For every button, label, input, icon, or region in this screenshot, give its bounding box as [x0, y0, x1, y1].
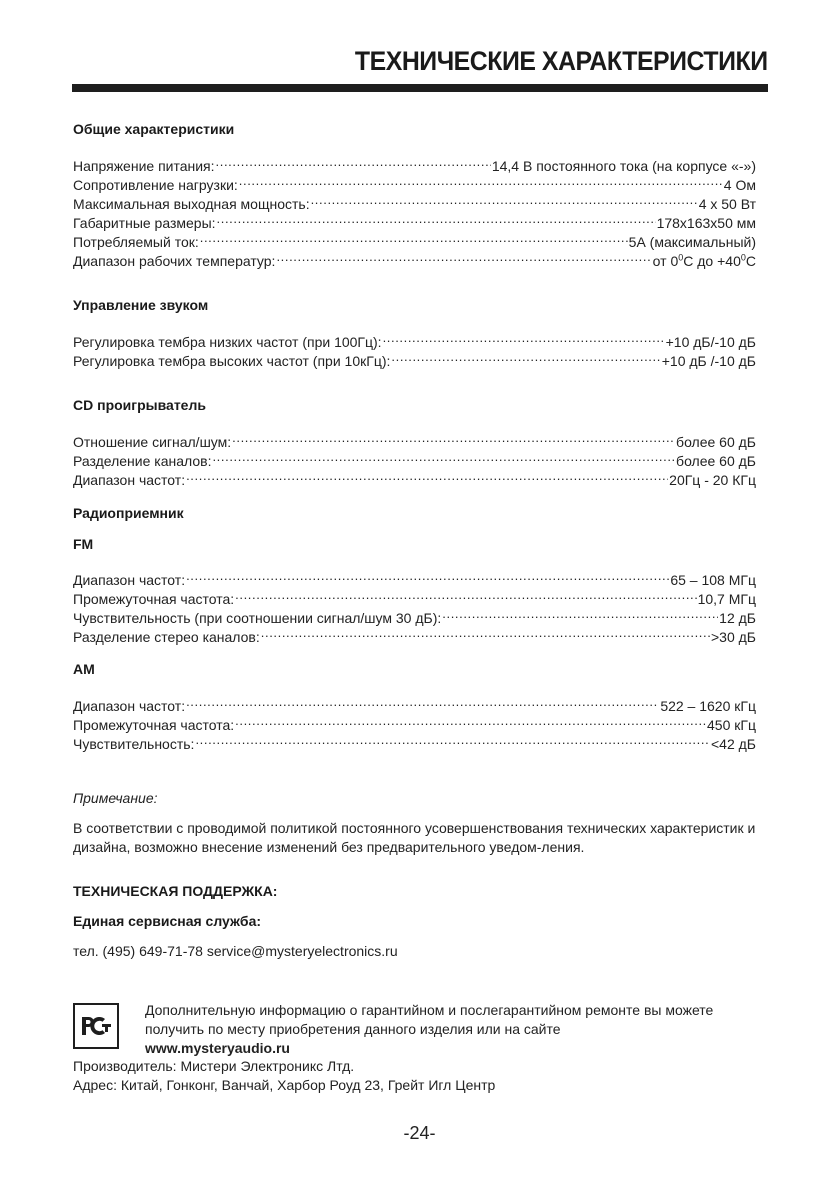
dot-leader: [391, 347, 660, 366]
spec-value: 20Гц - 20 КГц: [669, 472, 756, 488]
dot-leader: [442, 604, 718, 623]
dot-leader: [216, 152, 491, 171]
spec-row-dimensions: [73, 209, 756, 231]
dot-leader: [232, 428, 675, 447]
spec-value: 450 кГц: [707, 717, 756, 733]
spec-row-bass-control: [73, 328, 756, 350]
spec-row-fm-sensitivity: [73, 604, 756, 626]
spec-row-fm-if: [73, 585, 756, 607]
spec-row-current-draw: [73, 228, 756, 250]
spec-label: Регулировка тембра низких частот (при 100Гц):: [73, 334, 382, 350]
spec-row-operating-temperature: [73, 247, 756, 269]
spec-value: >30 дБ: [711, 629, 756, 645]
spec-label: Отношение сигнал/шум:: [73, 434, 232, 450]
dot-leader: [212, 447, 675, 466]
title-divider-bar: [72, 84, 768, 92]
section-heading-am: AM: [73, 661, 95, 677]
spec-label: Промежуточная частота:: [73, 591, 235, 607]
spec-row-supply-voltage: [73, 152, 756, 174]
spec-value: 5А (максимальный): [628, 234, 756, 250]
dot-leader: [186, 566, 669, 585]
section-heading-cd: CD проигрыватель: [73, 397, 206, 413]
spec-label: Максимальная выходная мощность:: [73, 196, 310, 212]
dot-leader: [217, 209, 656, 228]
dot-leader: [261, 623, 710, 642]
spec-row-cd-frequency-range: [73, 466, 756, 488]
spec-label: Диапазон частот:: [73, 572, 186, 588]
spec-value: 12 дБ: [719, 610, 756, 626]
spec-value: 10,7 МГц: [697, 591, 756, 607]
dot-leader: [235, 585, 696, 604]
service-heading: Единая сервисная служба:: [73, 913, 262, 929]
dot-leader: [311, 190, 698, 209]
spec-row-fm-frequency-range: [73, 566, 756, 588]
section-heading-general: Общие характеристики: [73, 121, 235, 137]
spec-row-fm-stereo-separation: [73, 623, 756, 645]
section-heading-radio: Радиоприемник: [73, 505, 184, 521]
spec-label: Промежуточная частота:: [73, 717, 235, 733]
spec-value: <42 дБ: [711, 736, 756, 752]
page-number: -24-: [403, 1123, 436, 1143]
spec-label: Диапазон рабочих температур:: [73, 253, 276, 269]
spec-value: 14,4 В постоянного тока (на корпусе «-»): [491, 158, 756, 174]
dot-leader: [186, 466, 668, 485]
note-label: Примечание:: [73, 790, 158, 806]
support-contact: тел. (495) 649-71-78 service@mysteryelectronics.ru: [73, 943, 398, 959]
spec-label: Диапазон частот:: [73, 472, 186, 488]
spec-row-cd-channel-separation: [73, 447, 756, 469]
spec-row-load-impedance: [73, 171, 756, 193]
spec-row-am-sensitivity: [73, 730, 756, 752]
rst-certification-icon: [73, 1003, 119, 1049]
dot-leader: [276, 247, 651, 266]
spec-value: 522 – 1620 кГц: [660, 698, 756, 714]
dot-leader: [239, 171, 723, 190]
spec-row-cd-snr: [73, 428, 756, 450]
spec-value: от $0^0С$ до $+40^0С$: [652, 252, 756, 269]
support-heading: ТЕХНИЧЕСКАЯ ПОДДЕРЖКА:: [73, 883, 278, 899]
spec-value: более 60 дБ: [676, 453, 756, 469]
spec-label: Габаритные размеры:: [73, 215, 216, 231]
spec-value: +10 дБ/-10 дБ: [665, 334, 756, 350]
dot-leader: [195, 730, 710, 749]
spec-label: Чувствительность:: [73, 736, 195, 752]
dot-leader: [235, 711, 706, 730]
page-title: ТЕХНИЧЕСКИЕ ХАРАКТЕРИСТИКИ: [355, 46, 768, 76]
manufacturer-line: Производитель: Мистери Электроникс Лтд.: [73, 1058, 355, 1074]
spec-value: 4 Ом: [723, 177, 756, 193]
manufacturer-address: Адрес: Китай, Гонконг, Ванчай, Харбор Роуд 23, Грейт Игл Центр: [73, 1077, 496, 1093]
dot-leader: [186, 692, 659, 711]
spec-row-max-output-power: [73, 190, 756, 212]
spec-label: Потребляемый ток:: [73, 234, 199, 250]
warranty-website-link[interactable]: www.mysteryaudio.ru: [145, 1040, 290, 1056]
spec-label: Разделение стерео каналов:: [73, 629, 260, 645]
spec-value: более 60 дБ: [676, 434, 756, 450]
dot-leader: [383, 328, 665, 347]
dot-leader: [200, 228, 628, 247]
note-text: В соответствии с проводимой политикой постоянного усовершенствования технических характеристик и дизайна, возможно внесение изменений без предварительного уведом-ления.: [73, 820, 756, 855]
spec-label: Регулировка тембра высоких частот (при 10кГц):: [73, 353, 391, 369]
warranty-info: [145, 1001, 765, 1058]
spec-row-treble-control: [73, 347, 756, 369]
rst-logo-icon: [75, 1005, 117, 1047]
spec-label: Чувствительность (при соотношении сигнал/шум 30 дБ):: [73, 610, 442, 626]
section-heading-sound: Управление звуком: [73, 297, 209, 313]
spec-row-am-frequency-range: [73, 692, 756, 714]
warranty-text: Дополнительную информацию о гарантийном и послегарантийном ремонте вы можете получить по месту приобретения данного изделия или на сайте: [145, 1002, 714, 1037]
spec-row-am-if: [73, 711, 756, 733]
spec-label: Разделение каналов:: [73, 453, 212, 469]
spec-value: 178x163x50 мм: [656, 215, 756, 231]
spec-label: Сопротивление нагрузки:: [73, 177, 238, 193]
spec-value: 4 x 50 Вт: [698, 196, 756, 212]
spec-value: 65 – 108 МГц: [670, 572, 756, 588]
spec-label: Диапазон частот:: [73, 698, 186, 714]
section-heading-fm: FM: [73, 536, 94, 552]
spec-label: Напряжение питания:: [73, 158, 215, 174]
spec-value: +10 дБ /-10 дБ: [661, 353, 756, 369]
